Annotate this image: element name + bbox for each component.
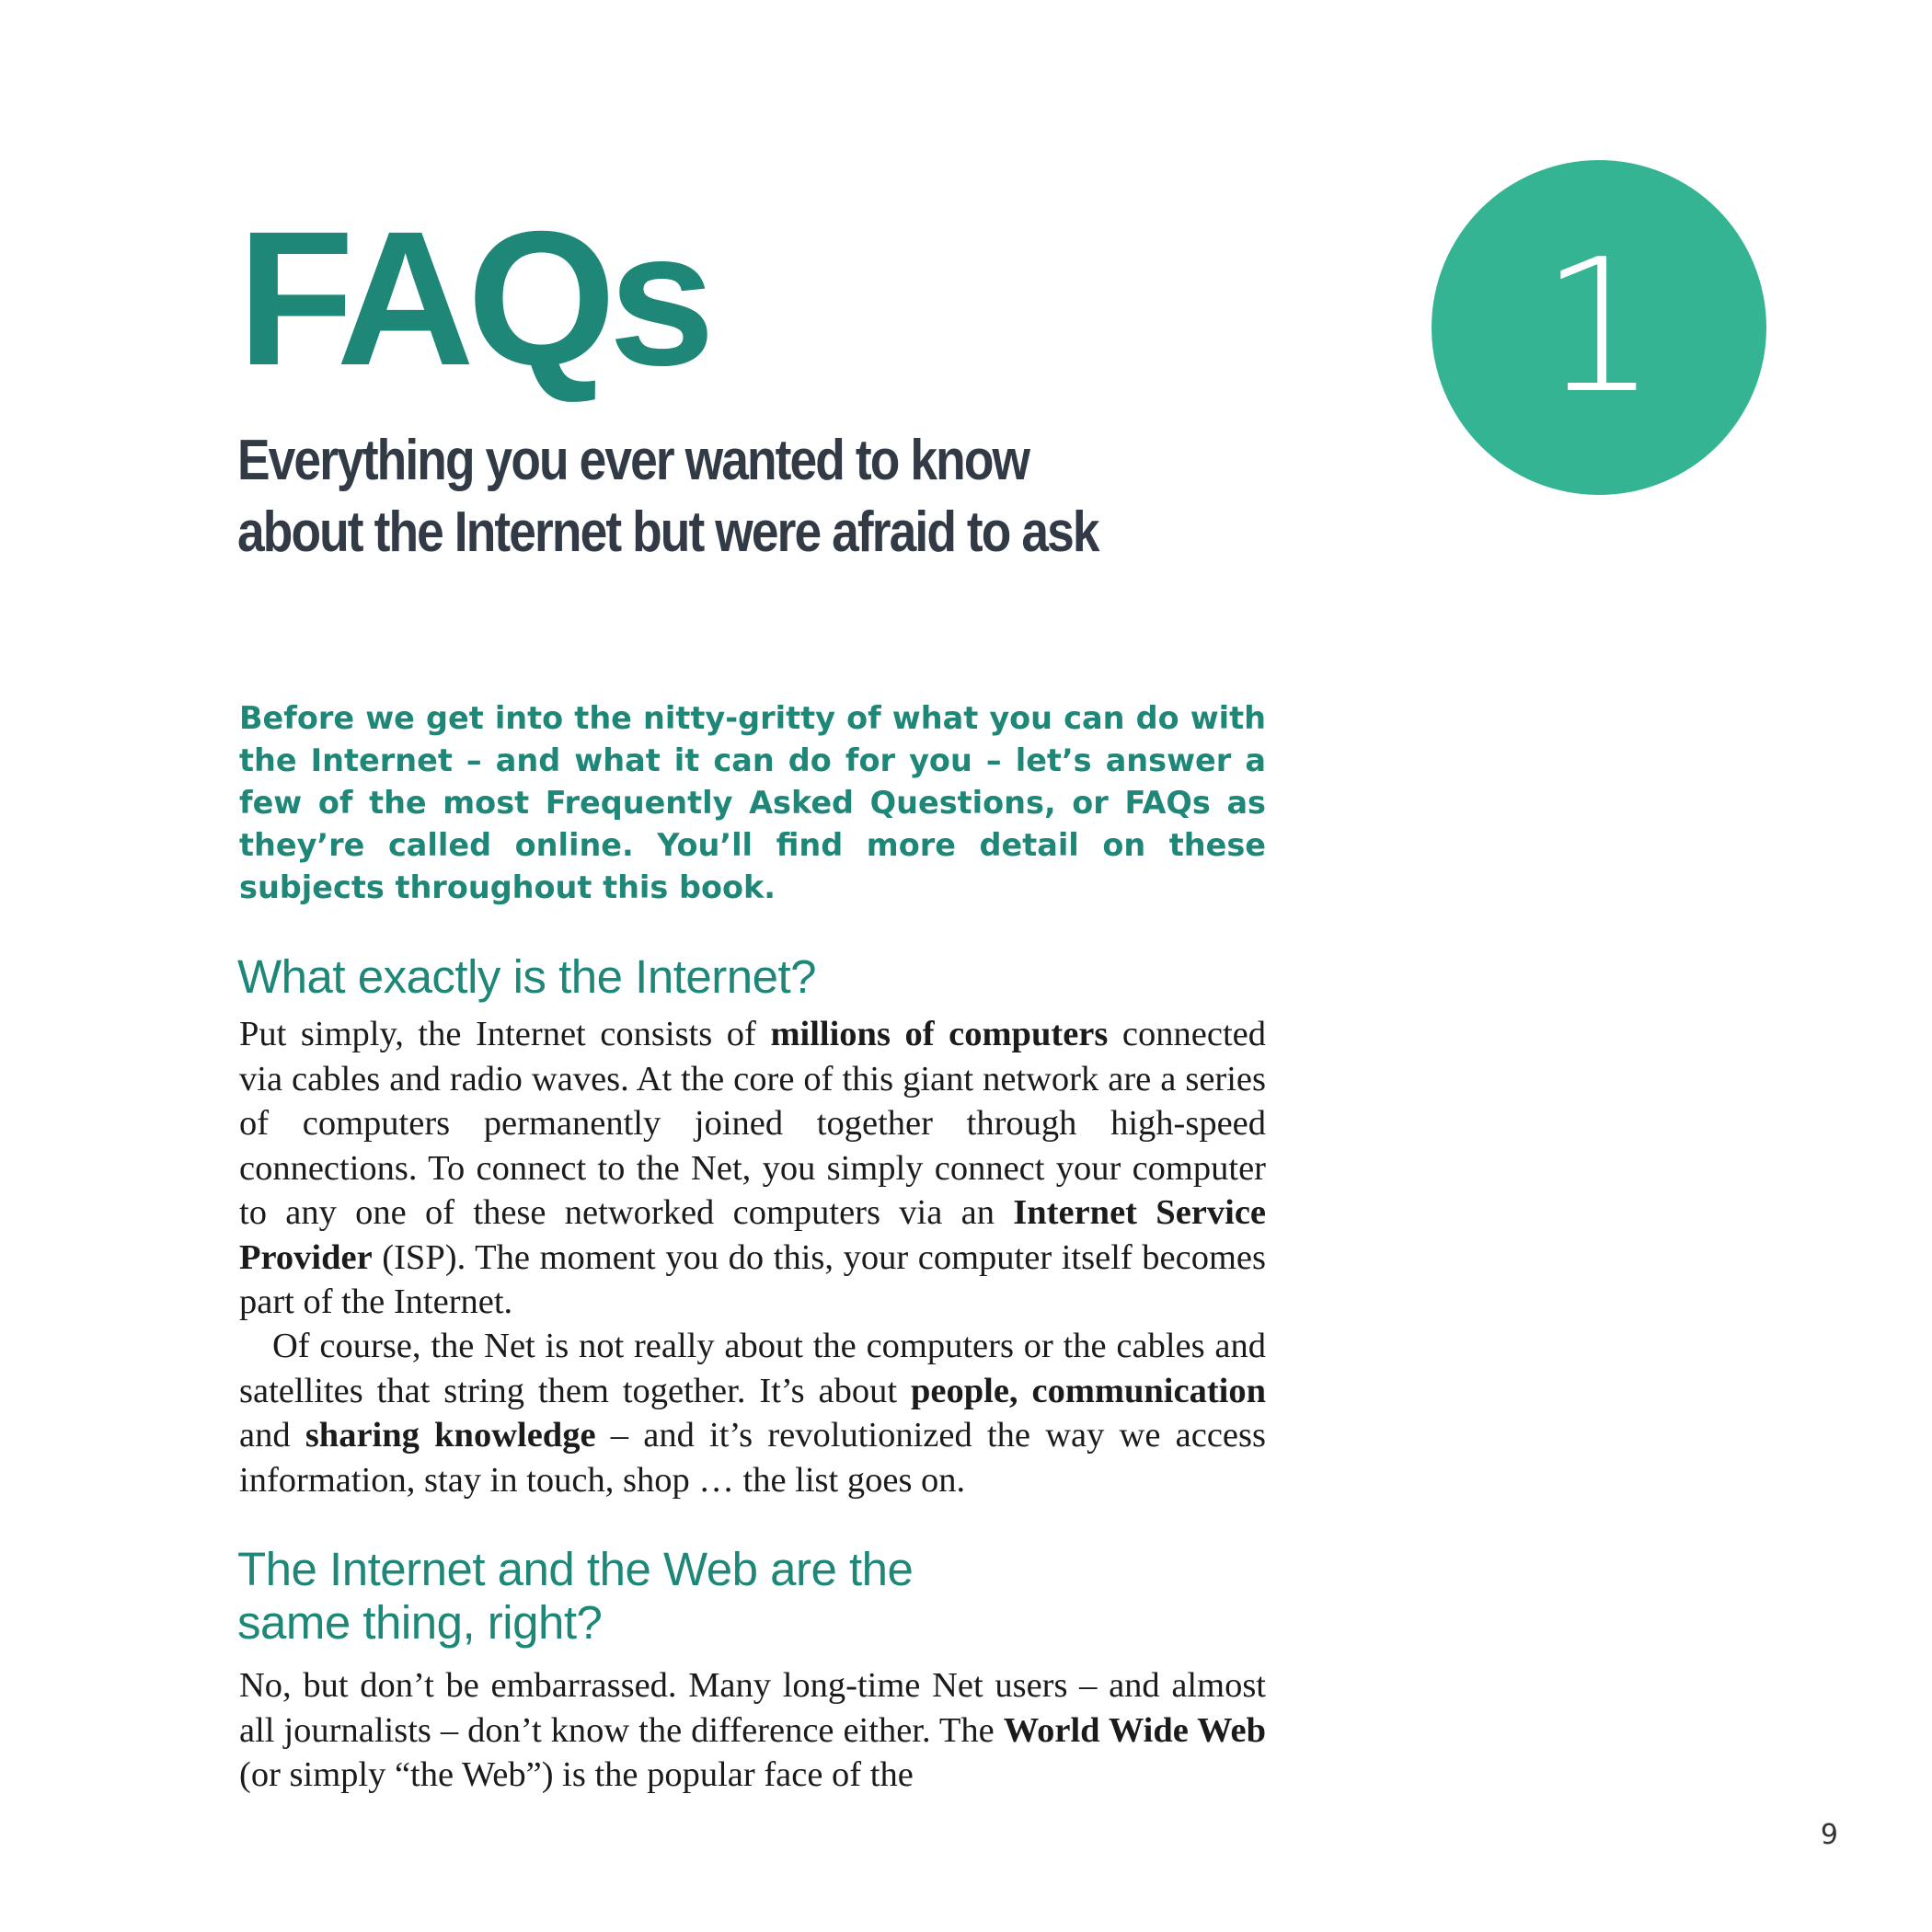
chapter-number-badge xyxy=(1432,160,1766,495)
heading-line-1: The Internet and the Web are the xyxy=(237,1543,914,1595)
chapter-subtitle xyxy=(237,425,1187,569)
text-run: connected via cables and radio waves. At the core of this giant network are a series of computers permanently joined together through high-speed connections. To connect to the Net, you simply connect your computer to any one of these networked computers via an xyxy=(239,1015,1266,1232)
chapter-number: 1 xyxy=(1540,220,1658,434)
bold-term-world-wide-web: World Wide Web xyxy=(1003,1710,1266,1750)
bold-term-millions-of-computers: millions of computers xyxy=(770,1015,1109,1053)
text-run: and xyxy=(239,1416,305,1455)
heading-line-2: same thing, right? xyxy=(237,1596,603,1649)
text-run: No, but don’t be embarrassed. Many long-time Net users – and almost all journalists – don’t know the difference either. The xyxy=(239,1666,1266,1750)
bold-term-people-communication: people, communication xyxy=(910,1371,1266,1410)
text-run: Put simply, the Internet consists of xyxy=(239,1015,771,1053)
chapter-title: FAQs xyxy=(237,192,708,406)
bold-term-isp: Internet Service Provider xyxy=(239,1193,1266,1277)
text-run: – and it’s revolutionized the way we access information, stay in touch, shop … the list goes on. xyxy=(239,1416,1266,1500)
chapter-subtitle-line-1: Everything you ever wanted to know xyxy=(237,429,1029,492)
section-1-paragraph-2 xyxy=(239,1324,1266,1502)
section-heading-internet-vs-web xyxy=(237,1543,1065,1650)
text-run: (or simply “the Web”) is the popular face of the xyxy=(239,1755,914,1794)
chapter-subtitle-line-2: about the Internet but were afraid to ask xyxy=(237,500,1098,564)
text-run: (ISP). The moment you do this, your computer itself becomes part of the Internet. xyxy=(239,1237,1266,1321)
section-heading-what-is-internet: What exactly is the Internet? xyxy=(237,950,816,1003)
bold-term-sharing-knowledge: sharing knowledge xyxy=(305,1416,596,1455)
section-1-paragraph-1 xyxy=(239,1012,1266,1325)
text-run: Of course, the Net is not really about the computers or the cables and satellites that string them together. It’s about xyxy=(239,1327,1266,1410)
page-number: 9 xyxy=(1820,1819,1838,1851)
section-2-paragraph-1 xyxy=(239,1663,1266,1798)
intro-paragraph: Before we get into the nitty-gritty of what you can do with the Internet – and what it can do for you – let’s answer a few of the most Frequently Asked Questions, or FAQs as they’re called online. You’ll find more detail on these subjects throughout this book. xyxy=(239,700,1266,905)
